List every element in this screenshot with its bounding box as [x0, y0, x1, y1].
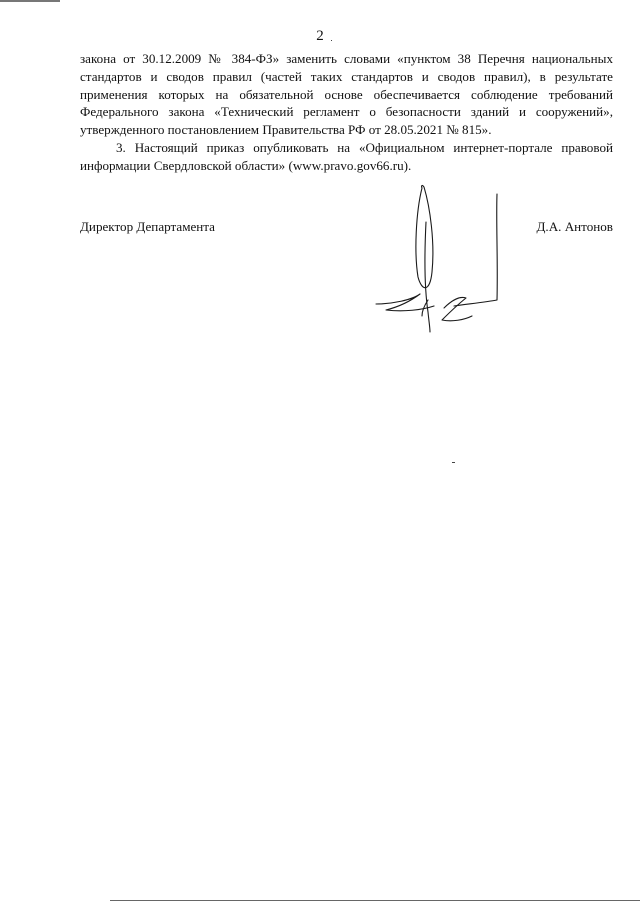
scan-edge-bottom — [110, 900, 640, 901]
scan-speck — [331, 40, 332, 41]
handwritten-signature — [372, 182, 512, 334]
signatory-name: Д.А. Антонов — [536, 219, 613, 234]
page-number: 2 — [316, 28, 324, 44]
scan-edge-top — [0, 0, 60, 2]
paragraph-continuation: закона от 30.12.2009 № 384-ФЗ» заменить словами «пунктом 38 Перечня национальных стандартов и сводов правил (частей таких стандартов и сводов правил), в результате применения которых на обязательной основе обеспечивается соблюдение требований Федерального закона «Технический регламент о безопасности зданий и сооружений», утвержденного постановлением Правительства РФ от 28.05.2021 № 815». — [80, 51, 613, 138]
signatory-title: Директор Департамента — [80, 219, 215, 234]
body-text — [80, 50, 613, 175]
scan-speck — [452, 462, 455, 463]
paragraph-item-3: 3. Настоящий приказ опубликовать на «Официальном интернет-портале правовой информации Свердловской области» (www.pravo.gov66.ru). — [80, 139, 613, 173]
